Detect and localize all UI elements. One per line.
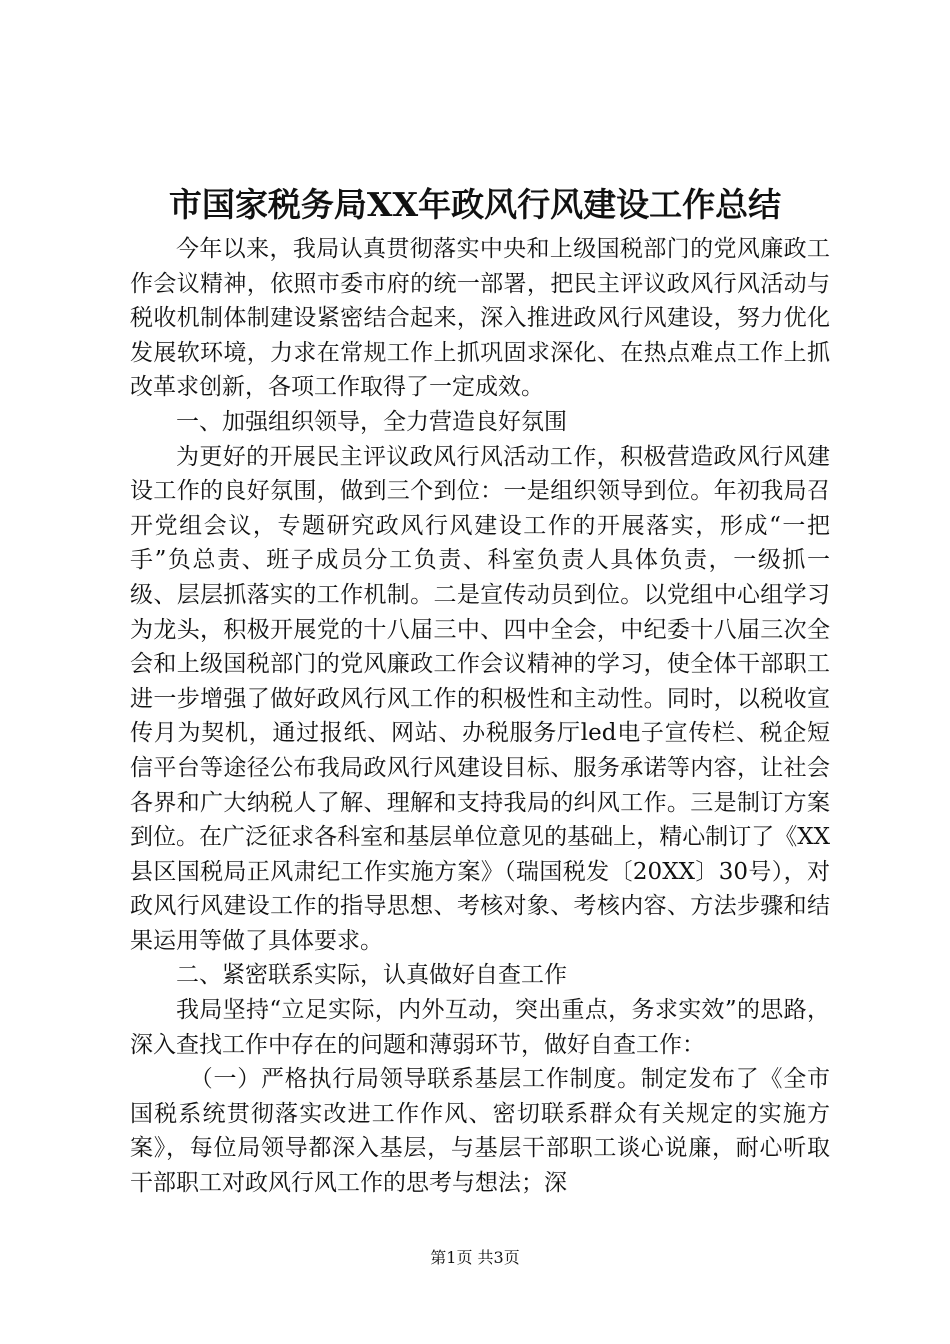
- section-heading-1: 一、加强组织领导，全力营造良好氛围: [176, 408, 567, 435]
- paragraph-section-1: 为更好的开展民主评议政风行风活动工作，积极营造政风行风建设工作的良好氛围，做到三个到位：一是组织领导到位。年初我局召开党组会议，专题研究政风行风建设工作的开展落实，形成“一把手”负总责、班子成员分工负责、科室负责人具体负责，一级抓一级、层层抓落实的工作机制。二是宣传动员到位。以党组中心组学习为龙头，积极开展党的十八届三中、四中全会，中纪委十八届三次全会和上级国税部门的党风廉政工作会议精神的学习，使全体干部职工进一步增强了做好政风行风工作的积极性和主动性。同时，以税收宣传月为契机，通过报纸、网站、办税服务厅led电子宣传栏、税企短信平台等途径公布我局政风行风建设目标、服务承诺等内容，让社会各界和广大纳税人了解、理解和支持我局的纠风工作。三是制订方案到位。在广泛征求各科室和基层单位意见的基础上，精心制订了《XX县区国税局正风肃纪工作实施方案》（瑞国税发〔20XX〕30号），对政风行风建设工作的指导思想、考核对象、考核内容、方法步骤和结果运用等做了具体要求。: [130, 443, 830, 954]
- paragraph-subsection-1: （一）严格执行局领导联系基层工作制度。制定发布了《全市国税系统贯彻落实改进工作作风、密切联系群众有关规定的实施方案》，每位局领导都深入基层，与基层干部职工谈心说廉，耐心听取干部职工对政风行风工作的思考与想法；深: [130, 1066, 830, 1197]
- page-footer: 第1页 共3页: [430, 1248, 520, 1267]
- document-body: [130, 232, 830, 1201]
- document-title: 市国家税务局XX年政风行风建设工作总结: [168, 185, 782, 224]
- paragraph-section-2: 我局坚持“立足实际，内外互动，突出重点，务求实效”的思路，深入查找工作中存在的问题和薄弱环节，做好自查工作：: [130, 997, 830, 1058]
- paragraph-intro: 今年以来，我局认真贯彻落实中央和上级国税部门的党风廉政工作会议精神，依照市委市府的统一部署，把民主评议政风行风活动与税收机制体制建设紧密结合起来，深入推进政风行风建设，努力优化发展软环境，力求在常规工作上抓巩固求深化、在热点难点工作上抓改革求创新，各项工作取得了一定成效。: [130, 236, 830, 401]
- section-heading-2: 二、紧密联系实际，认真做好自查工作: [176, 962, 567, 989]
